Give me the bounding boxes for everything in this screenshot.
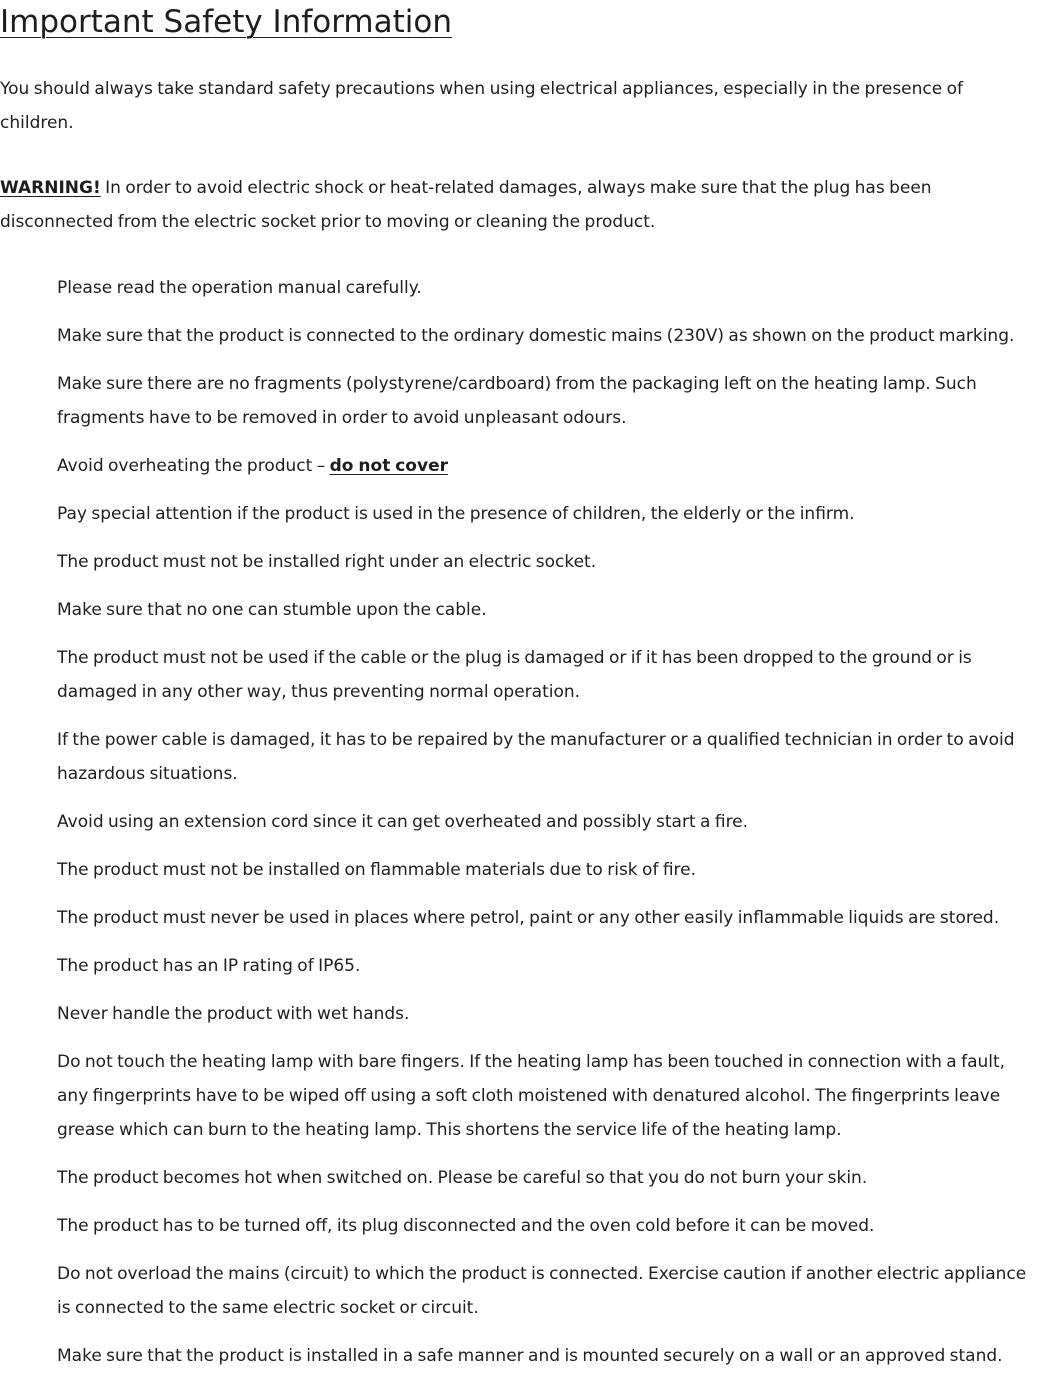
list-item <box>57 449 1033 483</box>
list-item: Do not touch the heating lamp with bare fingers. If the heating lamp has been touched in connection with a fault, any fingerprints have to be wiped off using a soft cloth moistened with denatured alcohol. The fingerprints leave grease which can burn to the heating lamp. This shortens the service life of the heating lamp. <box>57 1052 1006 1140</box>
list-item: Do not overload the mains (circuit) to which the product is connected. Exercise caution if another electric appliance is connected to the same electric socket or circuit. <box>57 1264 1027 1318</box>
list-item: The product has an IP rating of IP65. <box>57 956 361 976</box>
list-item: Pay special attention if the product is used in the presence of children, the elderly or the infirm. <box>57 504 855 524</box>
warning-text: In order to avoid electric shock or heat-related damages, always make sure that the plug has been disconnected from the electric socket prior to moving or cleaning the product. <box>0 178 932 232</box>
safety-list <box>57 271 1033 1387</box>
list-item: Make sure that the product is connected to the ordinary domestic mains (230V) as shown on the product marking. <box>57 326 1015 346</box>
list-item: Make sure there are no fragments (polystyrene/cardboard) from the packaging left on the heating lamp. Such fragments have to be removed in order to avoid unpleasant odours. <box>57 374 977 428</box>
intro-paragraph: You should always take standard safety precautions when using electrical appliances, especially in the presence of children. <box>0 79 964 133</box>
list-item: The product has to be turned off, its plug disconnected and the oven cold before it can be moved. <box>57 1216 875 1236</box>
list-item: Please read the operation manual carefully. <box>57 278 422 298</box>
list-item: Make sure that no one can stumble upon the cable. <box>57 600 487 620</box>
list-item: Make sure that the product is installed in a safe manner and is mounted securely on a wall or an approved stand. <box>57 1346 1003 1366</box>
list-item: The product must not be used if the cable or the plug is damaged or if it has been dropped to the ground or is damaged in any other way, thus preventing normal operation. <box>57 648 972 702</box>
list-item-text: Avoid overheating the product – <box>57 456 330 476</box>
list-item: If the power cable is damaged, it has to be repaired by the manufacturer or a qualified technician in order to avoid hazardous situations. <box>57 730 1015 784</box>
list-item: Avoid using an extension cord since it can get overheated and possibly start a fire. <box>57 812 749 832</box>
list-item: The product must not be installed on flammable materials due to risk of fire. <box>57 860 697 880</box>
list-item: Never handle the product with wet hands. <box>57 1004 410 1024</box>
warning-label: WARNING! <box>0 178 101 198</box>
list-item: The product must not be installed right under an electric socket. <box>57 552 597 572</box>
list-item: The product must never be used in places where petrol, paint or any other easily inflammable liquids are stored. <box>57 908 1000 928</box>
warning-paragraph <box>0 171 1034 239</box>
do-not-cover-emphasis: do not cover <box>329 456 448 476</box>
list-item: The product becomes hot when switched on. Please be careful so that you do not burn your skin. <box>57 1168 868 1188</box>
page-title: Important Safety Information <box>0 4 452 40</box>
